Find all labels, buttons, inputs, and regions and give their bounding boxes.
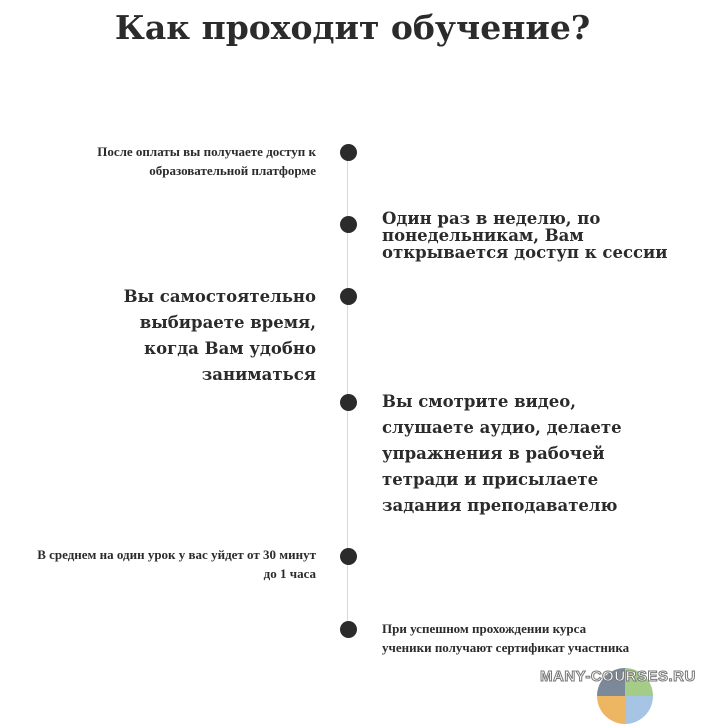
timeline-dot	[340, 216, 357, 233]
timeline-dot	[340, 144, 357, 161]
timeline-step-5: В среднем на один урок у вас уйдет от 30 минут до 1 часа	[37, 547, 316, 581]
timeline-step-2: Один раз в неделю, по понедельникам, Вам открывается доступ к сессии	[382, 209, 668, 262]
timeline-step-6: При успешном прохождении курса ученики получают сертификат участника	[382, 621, 630, 655]
timeline-step-3: Вы самостоятельно выбираете время, когда Вам удобно заниматься	[123, 287, 316, 384]
timeline-step-1: После оплаты вы получаете доступ к образовательной платформе	[97, 144, 316, 178]
timeline-step-4: Вы смотрите видео, слушаете аудио, делаете упражнения в рабочей тетради и присылаете задания преподавателю	[382, 392, 622, 515]
timeline-dot	[340, 288, 357, 305]
watermark: MANY-COURSES.RU	[540, 668, 696, 685]
timeline-dot	[340, 394, 357, 411]
page-title: Как проходит обучение?	[114, 8, 591, 47]
timeline-dot	[340, 548, 357, 565]
timeline-dot	[340, 621, 357, 638]
